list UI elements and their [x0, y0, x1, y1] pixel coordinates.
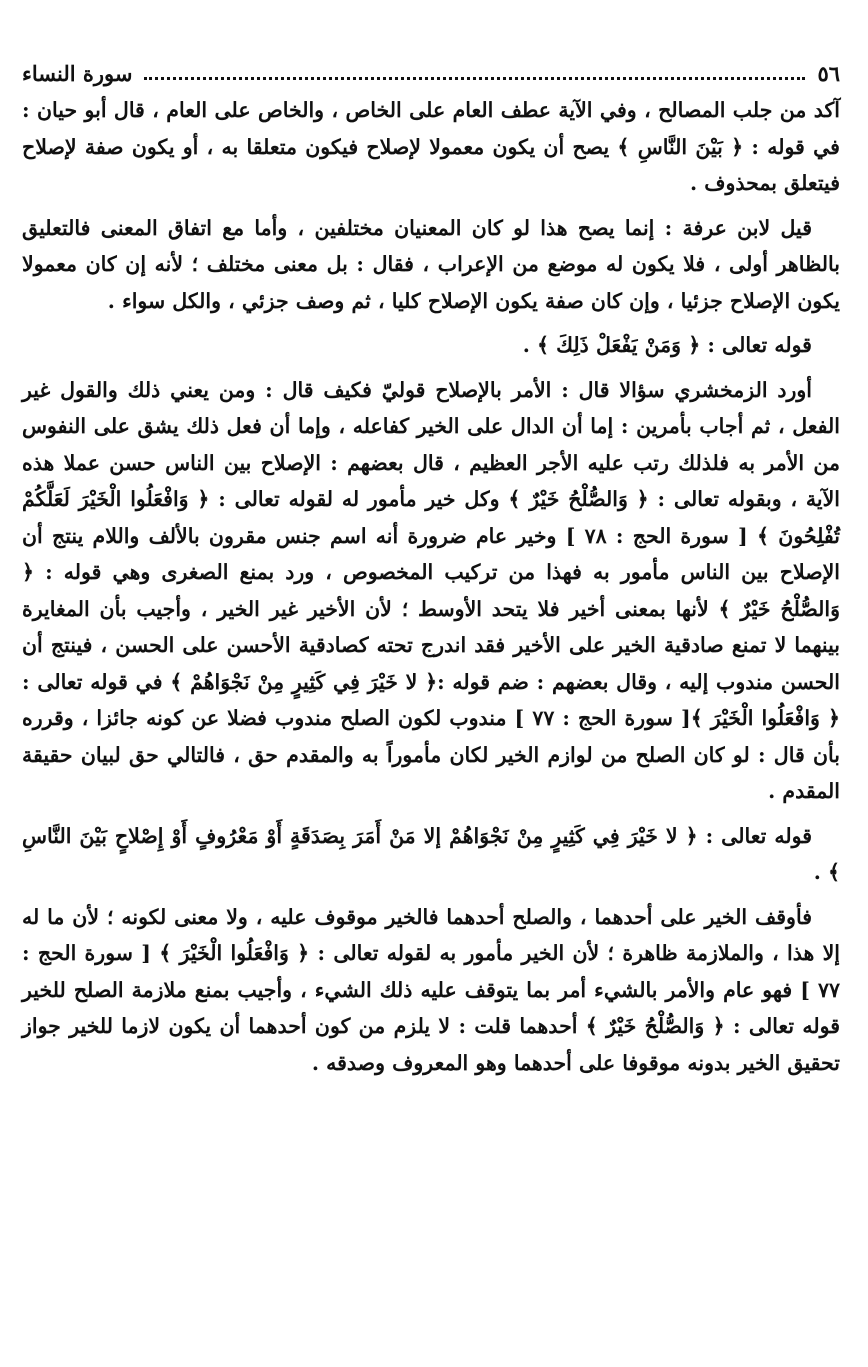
page-number: ٥٦ — [817, 61, 840, 86]
paragraph: آكد من جلب المصالح ، وفي الآية عطف العام على الخاص ، والخاص على العام ، قال أبو حيان : في قوله : ﴿ بَيْنَ النَّاسِ ﴾ يصح أن يكون معمولا لإصلاح فيكون متعلقا به ، أو يكون صفة لإصلاح فيتعلق بمحذوف . — [22, 98, 840, 195]
paragraph: فأوقف الخير على أحدهما ، والصلح أحدهما فالخير موقوف عليه ، ولا معنى لكونه ؛ لأن ما له إلا هذا ، والملازمة ظاهرة ؛ لأن الخير مأمور به لقوله تعالى : ﴿ وَافْعَلُوا الْخَيْرَ ﴾ [ سورة الحج : ٧٧ ] فهو عام والأمر بالشيء أمر بما يتوقف عليه ذلك الشيء ، وأجيب بمنع ملازمة الصلح للخير قوله تعالى : ﴿ وَالصُّلْحُ خَيْرٌ ﴾ أحدهما قلت : لا يلزم من كون أحدهما أن يكون لازما للخير جواز تحقيق الخير بدونه موقوفا على أحدهما وهو المعروف وصدقه . — [22, 904, 840, 1075]
header-dotted-leader — [144, 77, 805, 80]
verse-heading: قوله تعالى : ﴿ لا خَيْرَ فِي كَثِيرٍ مِنْ نَجْوَاهُمْ إلا مَنْ أَمَرَ بِصَدَقَةٍ أَوْ مَعْرُوفٍ أَوْ إِصْلاحٍ بَيْنَ النَّاسِ ﴾ . — [22, 823, 840, 884]
verse-heading: قوله تعالى : ﴿ وَمَنْ يَفْعَلْ ذَلِكَ ﴾ . — [522, 333, 812, 357]
paragraph: أورد الزمخشري سؤالا قال : الأمر بالإصلاح قوليّ فكيف قال : ومن يعني ذلك والقول غير الفعل ، ثم أجاب بأمرين : إما أن الدال على الخير كفاعله ، وإما أن فعل ذلك يشق على النفوس من الأمر به فلذلك رتب عليه الأجر العظيم ، قال بعضهم : الإصلاح بين الناس حسن عملا هذه الآية ، وبقوله تعالى : ﴿ وَالصُّلْحُ خَيْرٌ ﴾ وكل خير مأمور له لقوله تعالى : ﴿ وَافْعَلُوا الْخَيْرَ لَعَلَّكُمْ تُفْلِحُونَ ﴾ [ سورة الحج : ٧٨ ] وخير عام ضرورة أنه اسم جنس مقرون بالألف واللام ينتج أن الإصلاح بين الناس مأمور به فهذا من تركيب المخصوص ، ورد بمنع الصغرى وهي قوله : ﴿ وَالصُّلْحُ خَيْرٌ ﴾ لأنها بمعنى أخير فلا يتحد الأوسط ؛ لأن الأخير غير الخير ، وأجيب بأن المغايرة بينهما لا تمنع صادقية الخير على الأخير فقد اندرج تحته كصادقية الأحسن على الحسن ، فينتج أن الحسن مندوب إليه ، وقال بعضهم : ضم قوله :﴿ لا خَيْرَ فِي كَثِيرٍ مِنْ نَجْوَاهُمْ ﴾ في قوله تعالى : ﴿ وَافْعَلُوا الْخَيْرَ ﴾[ سورة الحج : ٧٧ ] مندوب لكون الصلح مندوب فضلا عن كونه جائزا ، وقرره بأن قال : لو كان الصلح من لوازم الخير لكان مأموراً به والمقدم حق ، فالتالي حق لبيان حقيقة المقدم . — [22, 377, 840, 803]
running-header — [22, 56, 840, 86]
surah-title: سورة النساء — [22, 61, 133, 86]
paragraph: قيل لابن عرفة : إنما يصح هذا لو كان المعنيان مختلفين ، وأما مع اتفاق المعنى فالتعليق بالظاهر أولى ، فلا يكون له موضع من الإعراب ، فقال : بل معنى مختلف ؛ لأنه إن كان معمولا يكون الإصلاح جزئيا ، وإن كان صفة يكون الإصلاح كليا ، ثم وصف جزئي ، والكل سواء . — [22, 215, 840, 313]
page-body — [22, 92, 840, 1081]
